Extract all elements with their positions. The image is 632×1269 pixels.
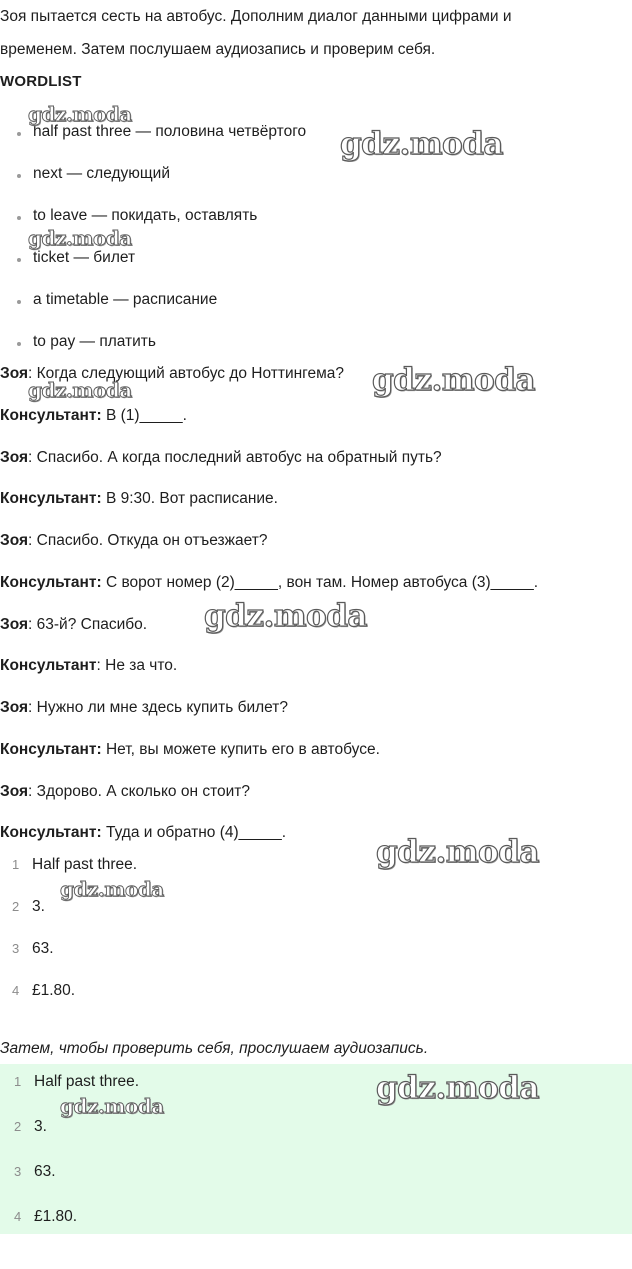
wordlist-item: to pay — платить	[17, 332, 156, 352]
watermark: gdz.moda	[376, 1070, 539, 1106]
answer-item: 1 Half past three.	[14, 1073, 140, 1090]
bullet-icon	[17, 258, 21, 262]
wordlist-item: a timetable — расписание	[17, 290, 217, 310]
dialog-line: Консультант: Не за что.	[0, 657, 178, 674]
speaker-name: Зоя	[0, 783, 29, 800]
speaker-name: Консультант:	[0, 407, 102, 424]
dialog-line: Консультант: С ворот номер (2)_____, вон там. Номер автобуса (3)_____.	[0, 574, 539, 591]
dialog-line: Зоя: Спасибо. Откуда он отъезжает?	[0, 532, 268, 549]
dialog-line: Консультант: Туда и обратно (4)_____.	[0, 824, 287, 841]
watermark: gdz.moda	[376, 834, 539, 870]
answer-item: 4 £1.80.	[14, 1208, 78, 1225]
speaker-name: Зоя	[0, 365, 29, 382]
speaker-name: Консультант:	[0, 824, 102, 841]
wordlist-item: next — следующий	[17, 164, 170, 184]
speaker-name: Зоя	[0, 699, 29, 716]
answer-item: 3 63.	[14, 1163, 56, 1180]
dialog-line: Зоя: 63-й? Спасибо.	[0, 616, 148, 633]
watermark: gdz.moda	[60, 1094, 164, 1118]
speaker-name: Консультант	[0, 657, 97, 674]
speaker-name: Консультант:	[0, 490, 102, 507]
watermark: gdz.moda	[28, 378, 132, 402]
intro-line-1: Зоя пытается сесть на автобус. Дополним диалог данными цифрами и	[0, 8, 512, 25]
watermark: gdz.moda	[28, 226, 132, 250]
speaker-name: Зоя	[0, 449, 29, 466]
dialog-line: Консультант: Нет, вы можете купить его в автобусе.	[0, 741, 380, 758]
answer-item: 1 Half past three.	[12, 856, 138, 873]
answer-item: 2 3.	[14, 1118, 47, 1135]
answer-item: 3 63.	[12, 940, 54, 957]
wordlist-item: half past three — половина четвёртого	[17, 122, 306, 142]
bullet-icon	[17, 300, 21, 304]
dialog-line: Консультант: В 9:30. Вот расписание.	[0, 490, 278, 507]
watermark: gdz.moda	[204, 598, 367, 634]
dialog-line: Консультант: В (1)_____.	[0, 407, 187, 424]
answer-item: 2 3.	[12, 898, 45, 915]
watermark: gdz.moda	[372, 362, 535, 398]
bullet-icon	[17, 174, 21, 178]
speaker-name: Зоя	[0, 532, 29, 549]
speaker-name: Консультант:	[0, 574, 102, 591]
wordlist-title: WORDLIST	[0, 73, 82, 90]
watermark: gdz.moda	[340, 126, 503, 162]
watermark: gdz.moda	[28, 102, 132, 126]
answer-item: 4 £1.80.	[12, 982, 76, 999]
dialog-line: Зоя: Нужно ли мне здесь купить билет?	[0, 699, 288, 716]
watermark: gdz.moda	[60, 877, 164, 901]
speaker-name: Зоя	[0, 616, 29, 633]
check-note: Затем, чтобы проверить себя, прослушаем аудиозапись.	[0, 1040, 429, 1057]
dialog-line: Зоя: Спасибо. А когда последний автобус на обратный путь?	[0, 449, 442, 466]
speaker-name: Консультант:	[0, 741, 102, 758]
bullet-icon	[17, 132, 21, 136]
bullet-icon	[17, 342, 21, 346]
dialog-line: Зоя: Здорово. А сколько он стоит?	[0, 783, 251, 800]
intro-line-2: временем. Затем послушаем аудиозапись и проверим себя.	[0, 41, 436, 58]
wordlist-item: ticket — билет	[17, 248, 135, 268]
dialog-line: Зоя: Когда следующий автобус до Ноттингема?	[0, 365, 345, 382]
bullet-icon	[17, 216, 21, 220]
wordlist-item: to leave — покидать, оставлять	[17, 206, 257, 226]
